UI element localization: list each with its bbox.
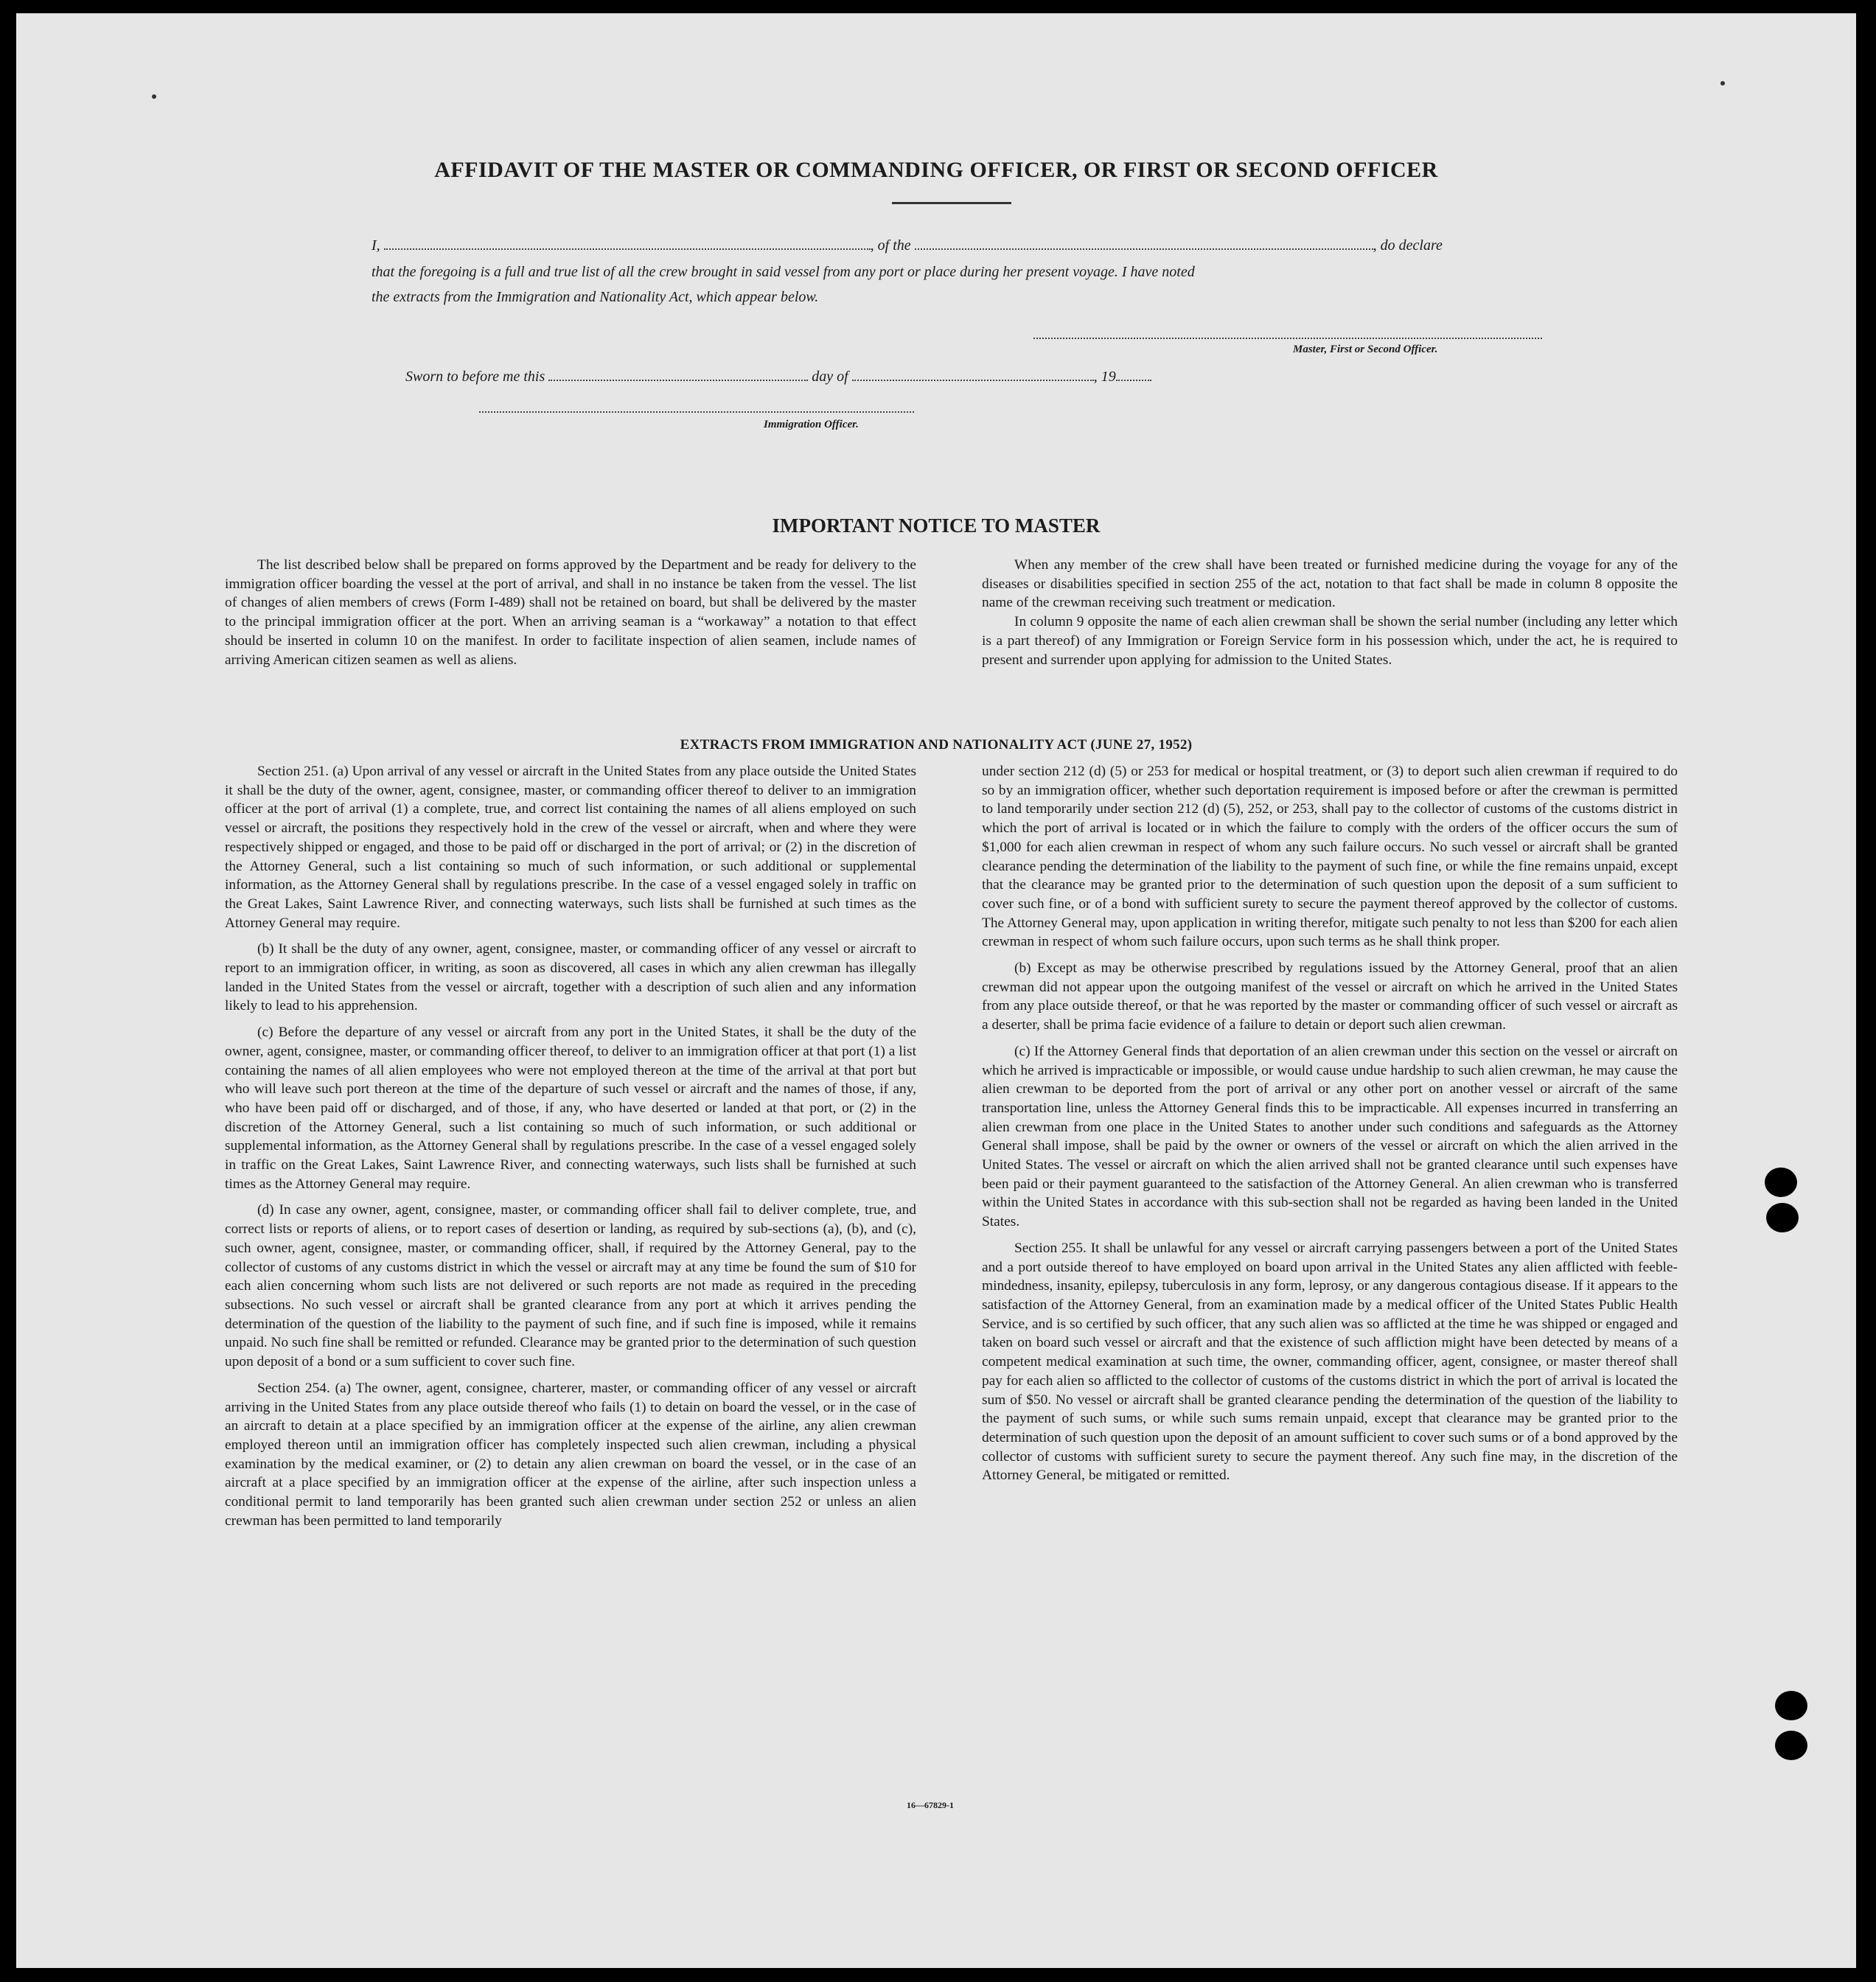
section-251-c-paragraph: (c) Before the departure of any vessel or aircraft from any port in the United States, it shall be the duty of the owner, agent, consignee, master, or commanding officer thereof, to deliver to an immigration officer at that port (1) a list containing the names of all alien employees who were not employed thereon at the time of the arrival at that port but who will leave such port thereon at the time of the departure of such vessel or aircraft and the names of those, if any, who have been paid off or discharged, and of those, if any, who have deserted or landed at that port, or (2) in the discretion of the Attorney General, such a list containing so much of such information, or such additional or supplemental information, as the Attorney General shall by regulations prescribe. In the case of a vessel engaged solely in traffic on the Great Lakes, Saint Lawrence River, and connecting waterways, such lists shall be furnished at such times as the Attorney General may require.	[225, 1025, 916, 1192]
punch-hole	[1775, 1691, 1807, 1720]
punch-hole	[1765, 1168, 1797, 1197]
master-signature-label: Master, First or Second Officer.	[1293, 343, 1438, 355]
notice-paragraph: The list described below shall be prepared on forms approved by the Department and be ready for delivery to the immigration officer boarding the vessel at the port of arrival, and shall in no instance be taken from the vessel. The list of changes of alien members of crews (Form I-489) shall not be retained on board, but shall be delivered by the master to the principal immigration officer at the port. When an arriving seaman is a “workaway” a notation to that effect should be inserted in column 10 on the manifest. In order to facilitate inspection of alien seamen, include names of arriving American citizen seamen as well as aliens.	[225, 557, 916, 668]
sworn-label: Sworn to before me this	[405, 369, 545, 385]
punch-hole	[1766, 1203, 1799, 1232]
year-prefix-label: , 19	[1093, 369, 1116, 385]
declare-i-label: I,	[372, 237, 380, 254]
sworn-year-field[interactable]	[1116, 368, 1151, 381]
immigration-officer-label: Immigration Officer.	[764, 419, 859, 430]
section-251-b-paragraph: (b) It shall be the duty of any owner, agent, consignee, master, or commanding officer of any vessel or aircraft to report to an immigration officer, in writing, as soon as discovered, all cases in which any alien crewman has illegally landed in the United States from the vessel or aircraft, together with a description of such alien and any information likely to lead to his apprehension.	[225, 941, 916, 1014]
section-251-d-paragraph: (d) In case any owner, agent, consignee, master, or commanding officer shall fail to deliver complete, true, and correct lists or reports of aliens, or to report cases of desertion or landing, as required by sub-sections (a), (b), and (c), such owner, agent, consignee, master, or commanding officer, shall, if required by the Attorney General, pay to the collector of customs of any customs district in which the vessel or aircraft may at any time be found the sum of $10 for each alien concerning whom such lists are not delivered or such reports are not made as required in the preceding subsections. No such vessel or aircraft shall be granted clearance from any port at which it arrives pending the determination of the question of the liability to the payment of such fine, and if such fine is imposed, while it remains unpaid. No such fine shall be remitted or refunded. Clearance may be granted prior to the determination of such question upon deposit of a bond or a sum sufficient to cover such fine.	[225, 1202, 916, 1370]
master-signature-line[interactable]	[1033, 338, 1542, 339]
vessel-name-field[interactable]	[915, 237, 1373, 250]
punch-hole	[1775, 1731, 1807, 1760]
sworn-line	[405, 364, 1290, 389]
immigration-officer-signature-line[interactable]	[479, 411, 914, 413]
declare-of-the-label: , of the	[870, 237, 911, 254]
section-255-paragraph: Section 255. It shall be unlawful for any vessel or aircraft carrying passengers between a port of the United States and a port outside thereof to have employed on board upon arrival in the United States any alien afflicted with feeble-mindedness, insanity, epilepsy, tuberculosis in any form, leprosy, or any dangerous contagious disease. If it appears to the satisfaction of the Attorney General, from an examination made by a medical officer of the United States Public Health Service, and is so certified by such officer, that any such alien was so afflicted at the time he was shipped or engaged and taken on board such vessel or aircraft and that the existence of such affliction might have been detected by means of a competent medical examination at such time, the owner, commanding officer, agent, consignee, or master thereof shall pay for each alien so afflicted to the collector of customs of the customs district in which the port of arrival is located the sum of $50. No vessel or aircraft shall be granted clearance pending the determination of the question of the liability to the payment of such sums, or while such sums remain unpaid, except that clearance may be granted prior to the determination of such question upon the deposit of an amount sufficient to cover such sums or of a bond approved by the collector of customs with sufficient surety to secure the payment thereof. Any such fine may, in the discretion of the Attorney General, be mitigated or remitted.	[982, 1240, 1678, 1484]
notice-paragraph: When any member of the crew shall have been treated or furnished medicine during the voyage for any of the diseases or disabilities specified in section 255 of the act, notation to that fact shall be made in column 8 opposite the name of the crewman receiving such treatment or medication.	[982, 557, 1678, 611]
extracts-left-column	[225, 762, 916, 1538]
affidavit-text-line-2: the extracts from the Immigration and Nationality Act, which appear below.	[372, 289, 819, 305]
affidavit-text-line-1: that the foregoing is a full and true list of all the crew brought in said vessel from any port or place during her present voyage. I have noted	[372, 264, 1195, 280]
notice-left-column	[225, 556, 916, 677]
notice-right-column	[982, 556, 1678, 677]
section-254-c-paragraph: (c) If the Attorney General finds that deportation of an alien crewman under this section on the vessel or aircraft on which he arrived is impracticable or impossible, or would cause undue hardship to such alien crewman, he may cause the alien crewman to be deported from the port of arrival or any other port on another vessel or aircraft of the same transportation line, unless the Attorney General finds this to be impracticable. All expenses incurred in transferring an alien crewman from one place in the United States to another under such conditions and safeguards as the Attorney General shall impose, shall be paid by the owner or owners of the vessel or aircraft on which the alien arrived in the United States. The vessel or aircraft on which the alien arrived shall not be granted clearance until such expenses have been paid or their payment guaranteed to the satisfaction of the Attorney General. An alien crewman who is transferred within the United States in accordance with this sub-section shall not be regarded as having been landed in the United States.	[982, 1043, 1678, 1230]
notice-title: IMPORTANT NOTICE TO MASTER	[772, 514, 1101, 537]
sworn-month-field[interactable]	[852, 368, 1094, 381]
day-of-label: day of	[812, 369, 848, 385]
notice-paragraph: In column 9 opposite the name of each alien crewman shall be shown the serial number (including any letter which is a part thereof) of any Immigration or Foreign Service form in his possession which, under the act, he is required to present and surrender upon applying for admission to the United States.	[982, 614, 1678, 668]
title-divider	[892, 202, 1011, 204]
extracts-title: EXTRACTS FROM IMMIGRATION AND NATIONALITY ACT (JUNE 27, 1952)	[680, 737, 1193, 753]
declare-do-declare-label: , do declare	[1373, 237, 1443, 254]
page-speck	[1720, 81, 1725, 86]
section-254-b-paragraph: (b) Except as may be otherwise prescribed by regulations issued by the Attorney General, proof that an alien crewman did not appear upon the outgoing manifest of the vessel or aircraft on which he arrived in the United States from any place outside thereof, or that he was reported by the master or commanding officer of such vessel or aircraft as a deserter, shall be prima facie evidence of a failure to detain or deport such alien crewman.	[982, 960, 1678, 1033]
section-254-a-continued-paragraph: under section 212 (d) (5) or 253 for medical or hospital treatment, or (3) to deport such alien crewman if required to do so by an immigration officer, whether such deportation requirement is imposed before or after the crewman is permitted to land temporarily under section 212 (d) (5), 252, or 253, shall pay to the collector of customs of the customs district in which the port of arrival is located or in which the failure to comply with the orders of the officer occurs the sum of $1,000 for each alien crewman in respect of whom any such failure occurs. No such vessel or aircraft shall be granted clearance pending the determination of the liability to the payment of such fine, or while the fine remains unpaid, except that the clearance may be granted prior to the determination of such question upon the deposit of a sum sufficient to cover such fine, or of a bond with sufficient surety to secure the payment thereof approved by the collector of customs. The Attorney General may, upon application in writing therefor, mitigate such penalty to not less than $200 for each alien crewman in respect of whom such failure occurs, upon such terms as he shall think proper.	[982, 764, 1678, 950]
section-251-a-paragraph: Section 251. (a) Upon arrival of any vessel or aircraft in the United States from any place outside the United States it shall be the duty of the owner, agent, consignee, master, or commanding officer thereof to deliver to an immigration officer at the port of arrival (1) a complete, true, and correct list containing the names of all aliens employed on such vessel or aircraft, the positions they respectively hold in the crew of the vessel or aircraft, when and where they were respectively shipped or engaged, and those to be paid off or discharged in the port of arrival; or (2) in the discretion of the Attorney General, such a list containing so much of such information, or such additional or supplemental information, as the Attorney General shall by regulations prescribe. In the case of a vessel engaged solely in traffic on the Great Lakes, Saint Lawrence River, and connecting waterways, such lists shall be furnished at such times as the Attorney General may require.	[225, 764, 916, 931]
document-page	[16, 13, 1856, 1968]
sworn-day-field[interactable]	[548, 368, 808, 381]
affidavit-title: AFFIDAVIT OF THE MASTER OR COMMANDING OFFICER, OR FIRST OR SECOND OFFICER	[434, 158, 1438, 182]
declarant-name-field[interactable]	[384, 237, 871, 250]
extracts-right-column	[982, 762, 1678, 1493]
declaration-line	[372, 233, 1544, 258]
page-speck	[152, 94, 156, 99]
form-number: 16—67829-1	[907, 1800, 954, 1810]
section-254-a-paragraph: Section 254. (a) The owner, agent, consignee, charterer, master, or commanding officer of any vessel or aircraft arriving in the United States from any place outside thereof who fails (1) to detain on board the vessel, or in the case of an aircraft to detain at a place specified by an immigration officer at the expense of the airline, any alien crewman employed thereon until an immigration officer has completely inspected such alien crewman, including a physical examination by the medical examiner, or (2) to detain any alien crewman on board the vessel, or in the case of an aircraft at a place specified by an immigration officer at the expense of the airline, after such inspection unless a conditional permit to land temporarily has been granted such alien crewman under section 252 or unless an alien crewman has been permitted to land temporarily	[225, 1380, 916, 1529]
